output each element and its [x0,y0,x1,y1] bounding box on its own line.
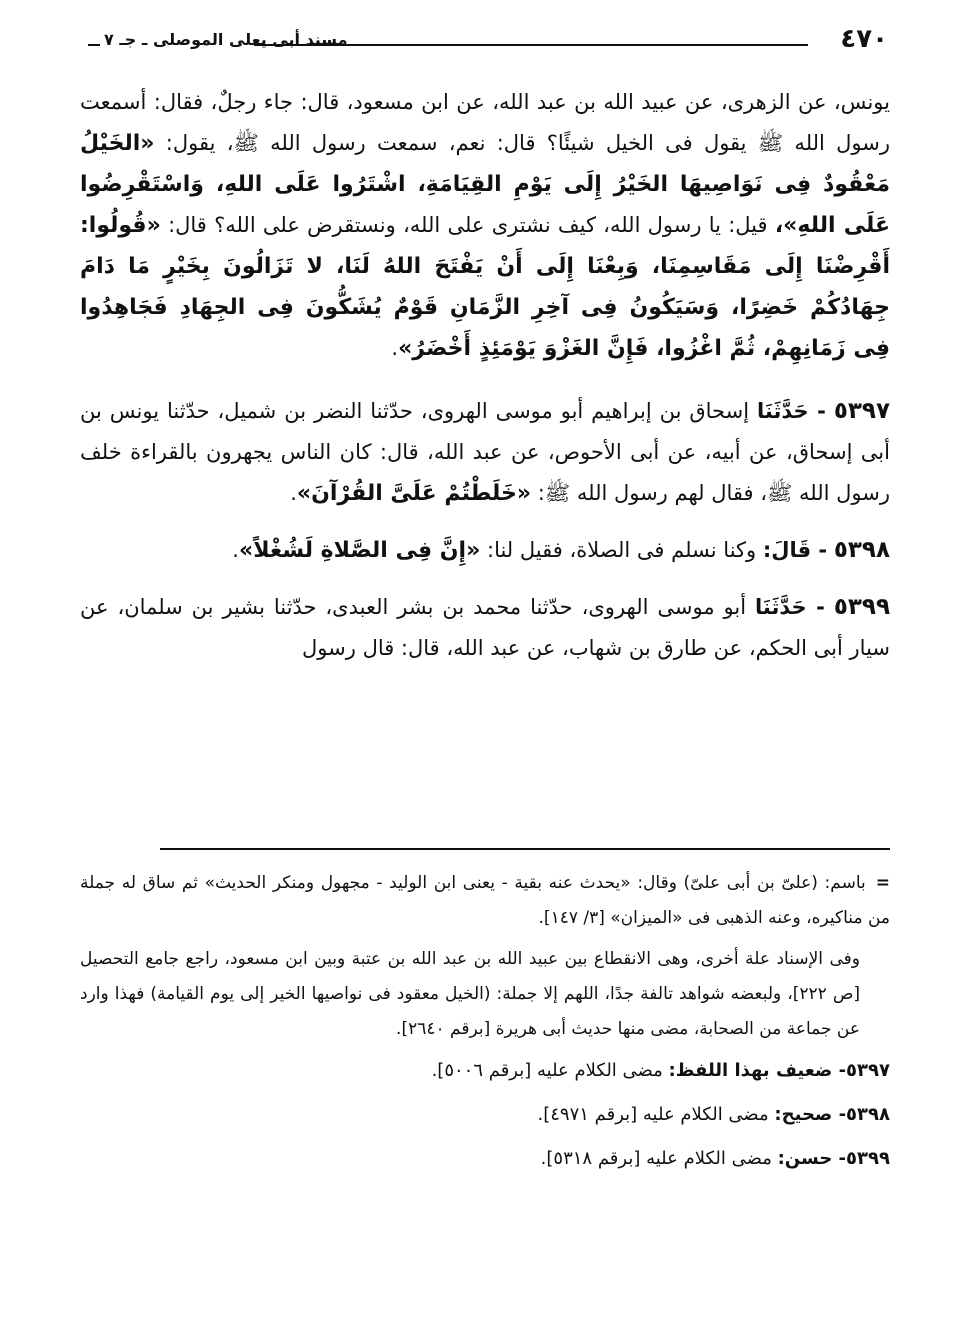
footnotes [80,866,890,1185]
hadith-lead: - حَدَّثَنَا [755,595,825,619]
page-header [88,22,888,62]
hadith-lead: - حَدَّثَنَا [756,399,826,423]
grading-label: - صحيح: [774,1104,847,1125]
sentence-end: . [391,336,399,360]
hadith-lead: - قَالَ: [762,538,828,562]
sentence-end: . [290,481,297,505]
grading-5398 [80,1097,890,1133]
hadith-number: ٥٣٩٧ [833,398,890,424]
grading-number: ٥٣٩٧ [846,1060,890,1081]
continuation-marker: = [875,873,890,893]
footnote-text: باسم: (علىّ بن أبى علىّ) وقال: «يحدث عنه بقية - يعنى ابن الوليد - مجهول ومنكر الحديث» ثم ساق له جملة من مناكيره، وعنه الذهبى فى «الميزان» [٣/ ١٤٧]. [80,873,890,928]
narration-text: إسحاق بن إبراهيم أبو موسى الهروى، حدّثنا النضر بن شميل، حدّثنا يونس بن أبى إسحاق، عن أبيه، عن أبى الأحوص، عن عبد الله، قال: كان الناس يجهرون بالقراءة خلف رسول الله ﷺ، فقال لهم رسول الله ﷺ: [80,399,890,505]
prophetic-quote: «إِنَّ فِى الصَّلاةِ لَشُغْلاً» [238,538,481,563]
narration-text: يونس، عن الزهرى، عن عبيد الله بن عبد الله، عن ابن مسعود، قال: جاء رجلٌ، فقال: أسمعت رسول الله ﷺ يقول فى الخيل شيئًا؟ قال: نعم، سمعت رسول الله ﷺ، يقول: [80,90,890,155]
footnote-paragraph [80,942,890,1047]
grading-label: - ضعيف بهذا اللفظ: [668,1060,847,1081]
narration-text: قيل: يا رسول الله، كيف نشترى على الله، ونستقرض على الله؟ قال: [168,213,768,237]
grading-number: ٥٣٩٩ [846,1148,890,1169]
grading-text: مضى الكلام عليه [برقم ٥٣١٨]. [540,1148,772,1169]
grading-label: - حسن: [777,1148,847,1169]
main-text [80,82,890,685]
hadith-continuation [80,82,890,369]
footnote-divider [160,848,890,850]
prophetic-quote: «قُولُوا: أَقْرِضْنَا إِلَى مَقَاسِمِنَا، وَبِعْنَا إِلَى أَنْ يَفْتَحَ اللهُ لَنَا، لا تَزَالُونَ بِخَيْرٍ مَا دَامَ جِهَادُكُمْ خَضِرًا، وَسَيَكُونُ فِى آخِرِ الزَّمَانِ قَوْمٌ يُشَكُّونَ فِى الجِهَادِ فَجَاهِدُوا فِى زَمَانِهِمْ، ثُمَّ اغْزُوا، فَإِنَّ الغَزْوَ يَوْمَئِذٍ أَخْضَرُ» [80,213,890,361]
hadith-number: ٥٣٩٩ [833,594,891,620]
grading-text: مضى الكلام عليه [برقم ٤٩٧١]. [537,1104,769,1125]
hadith-5397 [80,391,890,514]
header-rule-end [88,44,100,46]
narration-text: أبو موسى الهروى، حدّثنا محمد بن بشر العبدى، حدّثنا بشير بن سلمان، عن سيار أبى الحكم، عن طارق بن شهاب، عن عبد الله، قال: قال رسول [80,595,890,660]
hadith-5398 [80,530,890,571]
page-number: ٤٧٠ [840,24,888,54]
prophetic-quote: «الخَيْلُ مَعْقُودٌ فِى نَوَاصِيهَا الخَيْرُ إِلَى يَوْمِ القِيَامَةِ، اشْتَرُوا عَلَى اللهِ، وَاسْتَقْرِضُوا عَلَى اللهِ»، [80,131,890,238]
footnote-continued [80,866,890,936]
grading-5399 [80,1141,890,1177]
hadith-5399 [80,587,890,669]
prophetic-quote: «خَلَطْتُمْ عَلَىَّ القُرْآنَ» [296,481,532,506]
book-title: مسند أبى يعلى الموصلى ـ جـ ٧ [104,30,348,49]
grading-5397 [80,1053,890,1089]
narration-text: وكنا نسلم فى الصلاة، فقيل لنا: [487,538,757,562]
header-rule-short [778,44,808,46]
grading-text: مضى الكلام عليه [برقم ٥٠٠٦]. [431,1060,663,1081]
footnote-text: وفى الإسناد علة أخرى، وهى الانقطاع بين عبيد الله بن عبد الله بن عتبة وبين ابن مسعود، راجع جامع التحصيل [ص ٢٢٢]، ولبعضه شواهد تالفة جدًا، اللهم إلا جملة: (الخيل معقود فى نواصيها الخير إلى يوم القيامة) فهذا وارد عن جماعة من الصحابة، مضى منها حديث أبى هريرة [برقم ٢٦٤٠]. [80,949,861,1039]
grading-number: ٥٣٩٨ [846,1104,890,1125]
hadith-number: ٥٣٩٨ [833,537,890,563]
sentence-end: . [232,538,239,562]
